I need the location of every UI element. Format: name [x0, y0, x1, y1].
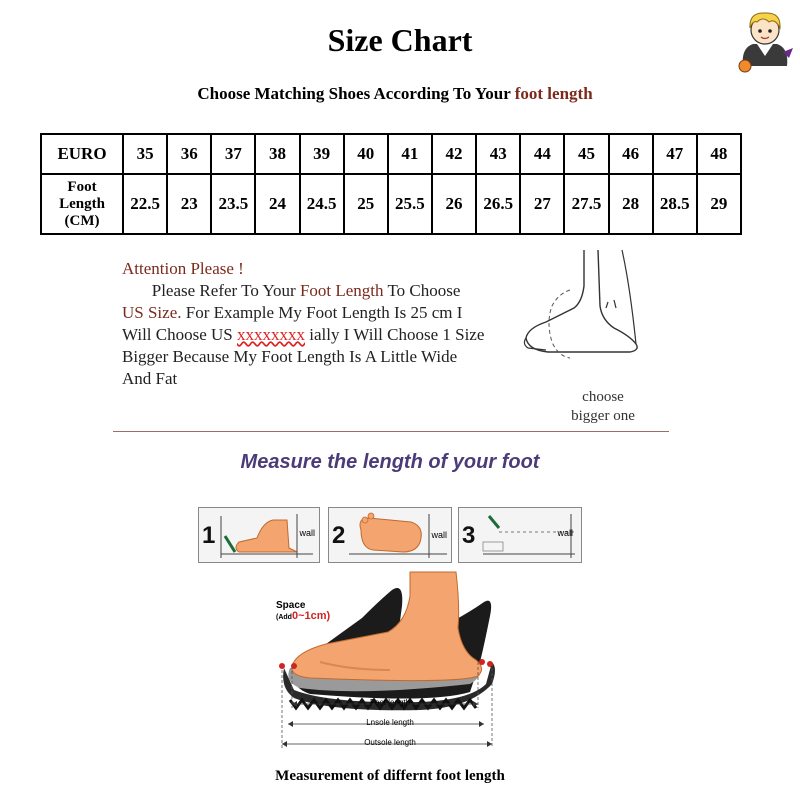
space-add-tail: ): [326, 610, 331, 622]
foot-length-label: [41, 174, 123, 234]
step-number: 3: [462, 522, 476, 549]
wall-label: wall: [299, 528, 315, 538]
cm-cell: 27: [520, 174, 564, 234]
euro-cell: 38: [255, 134, 299, 174]
attention-accent: US Size.: [122, 303, 182, 322]
euro-cell: 48: [697, 134, 741, 174]
step-number: 1: [202, 522, 216, 549]
cm-cell: 24.5: [300, 174, 344, 234]
euro-cell: 35: [123, 134, 167, 174]
attention-text: Please Refer To Your: [151, 281, 296, 300]
foot-length-line-label: Foot length: [369, 698, 411, 707]
wall-label: wall: [557, 528, 573, 538]
attention-note: [122, 258, 532, 390]
space-add: [276, 611, 330, 623]
space-label: [276, 600, 330, 623]
euro-row: [41, 134, 741, 174]
measure-steps: [198, 507, 582, 563]
space-word: Space: [276, 600, 306, 611]
attention-text: For Example My Foot Length Is 25 cm I: [185, 303, 463, 322]
attention-line-3: [122, 324, 532, 346]
euro-cell: 41: [388, 134, 432, 174]
step-1: [198, 507, 320, 563]
euro-label: EURO: [41, 134, 123, 174]
cm-cell: 25: [344, 174, 388, 234]
cm-cell: 23.5: [211, 174, 255, 234]
divider: [113, 431, 669, 432]
size-table: [40, 133, 742, 235]
cm-cell: 23: [167, 174, 211, 234]
space-add-range: 0~1cm: [291, 610, 327, 622]
cm-cell: 22.5: [123, 174, 167, 234]
choose-bigger-note: [556, 388, 650, 426]
shoe-measurement-diagram: [270, 566, 510, 758]
foot-length-label-line: Foot: [67, 178, 97, 195]
outsole-length-line-label: Outsole length: [364, 738, 416, 747]
insole-length-line-label: Lnsole length: [366, 718, 414, 727]
measure-title: Measure the length of your foot: [240, 451, 540, 473]
wall-label: wall: [431, 530, 447, 540]
euro-cell: 36: [167, 134, 211, 174]
diagram-caption: Measurement of differnt foot length: [275, 768, 505, 784]
space-add-lead: (Add: [276, 614, 292, 621]
attention-text: Will Choose US: [122, 325, 233, 344]
attention-accent: Foot Length: [299, 281, 384, 300]
euro-cell: 44: [520, 134, 564, 174]
euro-cell: 40: [344, 134, 388, 174]
euro-cell: 45: [564, 134, 608, 174]
mascot-logo: [733, 4, 797, 74]
attention-line-2: [122, 302, 532, 324]
cm-cell: 29: [697, 174, 741, 234]
cm-cell: 27.5: [564, 174, 608, 234]
step-2: [328, 507, 452, 563]
redacted-text: xxxxxxxx: [237, 325, 306, 344]
euro-cell: 47: [653, 134, 697, 174]
choose-line: choose: [582, 389, 624, 405]
cm-cell: 28.5: [653, 174, 697, 234]
attention-line-1: [122, 280, 532, 302]
euro-cell: 39: [300, 134, 344, 174]
subtitle-lead: Choose Matching Shoes According To Your: [197, 84, 511, 103]
attention-text: ially I Will Choose 1 Size: [309, 325, 485, 344]
page-title: Size Chart: [327, 22, 473, 58]
attention-text: To Choose: [387, 281, 461, 300]
step-3: [458, 507, 582, 563]
cm-cell: 26.5: [476, 174, 520, 234]
subtitle-accent: foot length: [514, 84, 593, 103]
step-number: 2: [332, 522, 346, 549]
choose-line: bigger one: [571, 408, 635, 424]
attention-heading: Attention Please !: [122, 259, 244, 278]
cm-cell: 24: [255, 174, 299, 234]
euro-cell: 42: [432, 134, 476, 174]
attention-line-5: And Fat: [122, 369, 178, 388]
euro-cell: 37: [211, 134, 255, 174]
cm-cell: 25.5: [388, 174, 432, 234]
subtitle: [0, 84, 790, 104]
foot-length-label-line: Length: [59, 195, 105, 212]
cm-cell: 28: [609, 174, 653, 234]
foot-length-label-line: (CM): [64, 212, 100, 229]
attention-line-4: Bigger Because My Foot Length Is A Little Wide: [122, 347, 458, 366]
cm-cell: 26: [432, 174, 476, 234]
foot-length-row: [41, 174, 741, 234]
foot-side-illustration: [518, 246, 648, 376]
euro-cell: 46: [609, 134, 653, 174]
euro-cell: 43: [476, 134, 520, 174]
